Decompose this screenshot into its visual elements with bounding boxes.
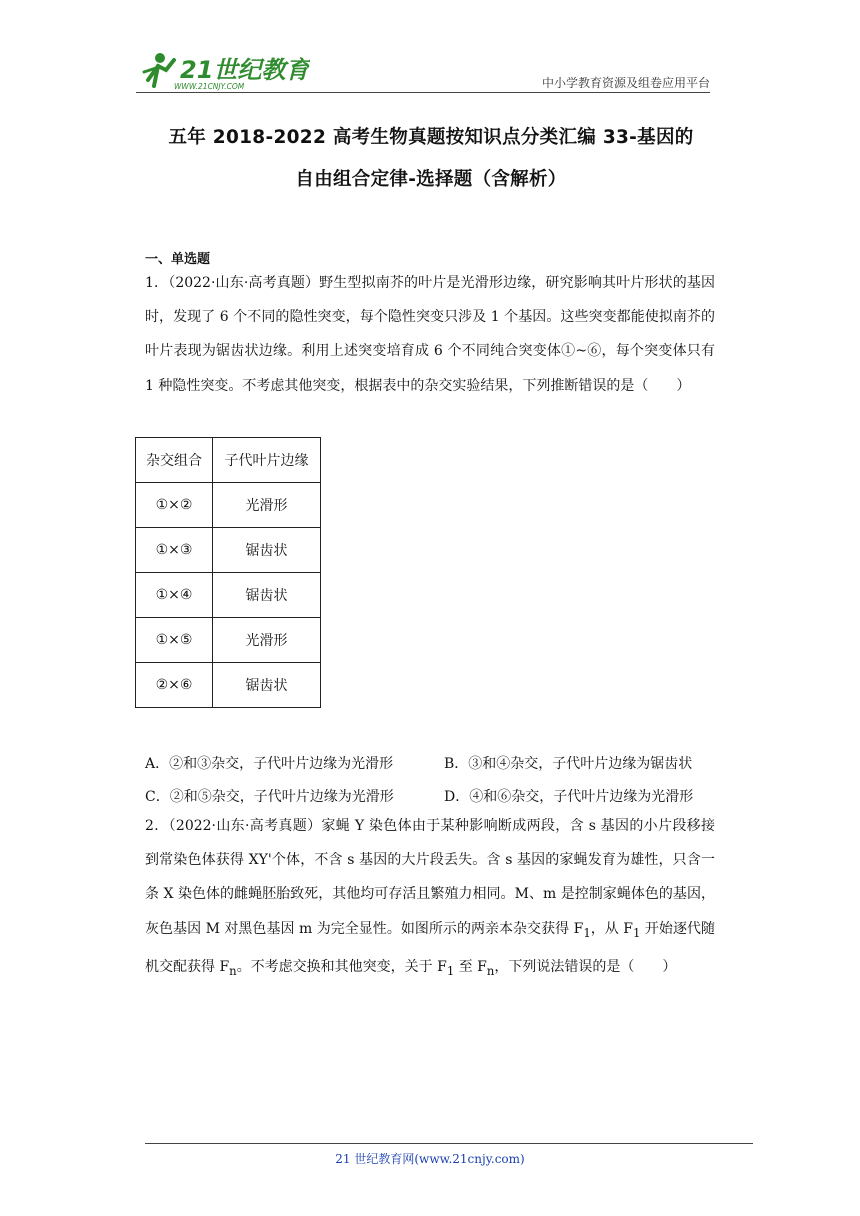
question-2-text: 2．（2022·山东·高考真题）家蝇 Y 染色体由于某种影响断成两段，含 s 基因的小片段移接到常染色体获得 XY'个体，不含 s 基因的大片段丢失。含 s 基因的家蝇发育为雄性，只含一条 X 染色体的雌蝇胚胎致死，其他均可存活且繁殖力相同。M、m 是控制家蝇体色的基因，灰色基因 M 对黑色基因 m 为完全显性。如图所示的两亲本杂交获得 F: [145, 818, 715, 937]
table-cell: ①×⑤: [136, 618, 213, 663]
question-1-stem: 1．（2022·山东·高考真题）野生型拟南芥的叶片是光滑形边缘，研究影响其叶片形状的基因时，发现了 6 个不同的隐性突变，每个隐性突变只涉及 1 个基因。这些突变都能使拟南芥的叶片表现为锯齿状边缘。利用上述突变培育成 6 个不同纯合突变体①~⑥，每个突变体只有 1 种隐性突变。不考虑其他突变，根据表中的杂交实验结果，下列推断错误的是（ ）: [145, 275, 715, 394]
document-title-line1: 五年 2018-2022 高考生物真题按知识点分类汇编 33-基因的: [168, 127, 694, 148]
option-d: D．④和⑥杂交，子代叶片边缘为光滑形: [444, 789, 694, 805]
table-row: [136, 618, 321, 663]
option-b: B．③和④杂交，子代叶片边缘为锯齿状: [444, 756, 693, 772]
document-title-line2: 自由组合定律-选择题（含解析）: [295, 169, 567, 190]
table-cell: 光滑形: [213, 618, 321, 663]
section-heading: 一、单选题: [145, 252, 211, 267]
table-cell: ①×④: [136, 573, 213, 618]
subscript: n: [486, 963, 495, 978]
table-cell: ①×②: [136, 483, 213, 528]
table-cell: ②×⑥: [136, 663, 213, 708]
table-row: [136, 573, 321, 618]
subscript: 1: [446, 963, 455, 978]
question-2-text: 开始逐代随机交配获得 F: [145, 920, 716, 975]
cross-result-table: [135, 437, 321, 708]
subscript: n: [229, 963, 237, 978]
option-c: C．②和⑤杂交，子代叶片边缘为光滑形: [145, 789, 394, 805]
option-a: A．②和③杂交，子代叶片边缘为光滑形: [145, 756, 394, 772]
table-cell: 锯齿状: [213, 663, 321, 708]
subscript: 1: [633, 925, 641, 940]
table-cell: 锯齿状: [213, 528, 321, 573]
footer-link[interactable]: 21 世纪教育网(www.21cnjy.com): [335, 1152, 525, 1166]
table-cell: 锯齿状: [213, 573, 321, 618]
subscript: 1: [583, 925, 591, 940]
table-cell: ①×③: [136, 528, 213, 573]
footer-divider: [145, 1143, 753, 1144]
question-2-text: ，从 F: [590, 920, 634, 937]
logo-wordmark: 21世纪教育: [180, 56, 310, 84]
logo-url: WWW.21CNJY.COM: [174, 82, 245, 91]
table-row: [136, 663, 321, 708]
question-2-text: 至 F: [454, 958, 487, 975]
table-cell: 光滑形: [213, 483, 321, 528]
table-row: [136, 528, 321, 573]
question-2-stem: [145, 809, 715, 988]
table-header-cell: 杂交组合: [136, 438, 213, 483]
site-logo[interactable]: [140, 46, 310, 92]
header-divider: [136, 92, 710, 93]
table-header-cell: 子代叶片边缘: [213, 438, 321, 483]
question-2-text: ，下列说法错误的是（ ）: [494, 958, 677, 975]
table-header-row: [136, 438, 321, 483]
table-row: [136, 483, 321, 528]
site-tagline: 中小学教育资源及组卷应用平台: [541, 76, 710, 90]
question-2-text: 。不考虑交换和其他突变，关于 F: [236, 958, 447, 975]
